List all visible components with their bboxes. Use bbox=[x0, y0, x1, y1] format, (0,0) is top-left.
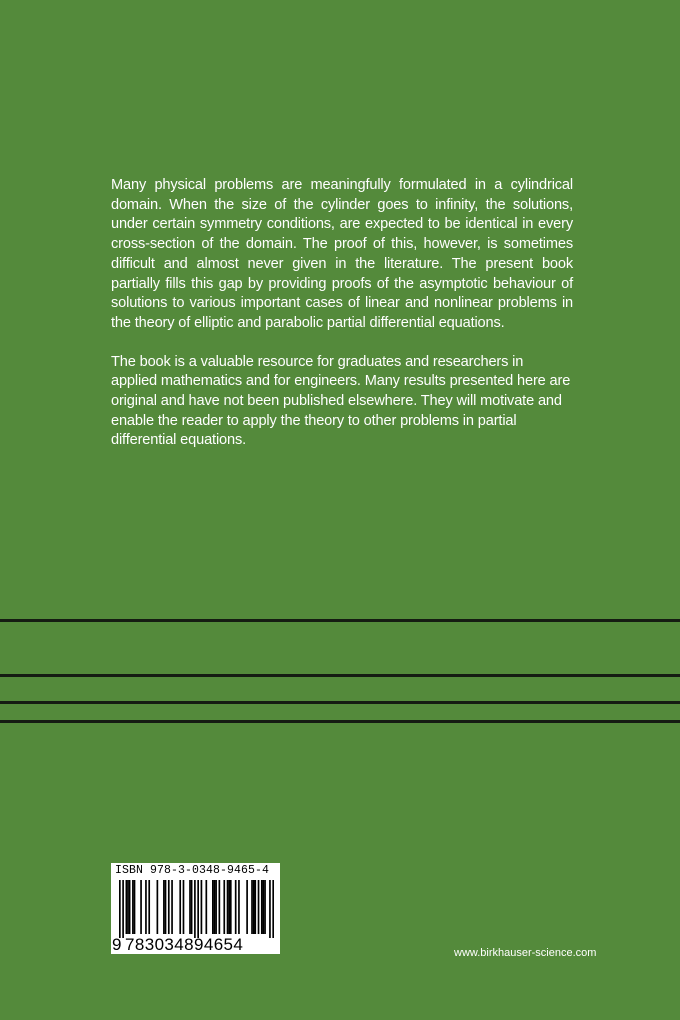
barcode-bar bbox=[189, 880, 191, 934]
barcode-bar bbox=[122, 880, 124, 938]
blurb-text bbox=[111, 176, 573, 470]
barcode-bar bbox=[191, 880, 193, 934]
barcode-bar bbox=[261, 880, 263, 934]
blurb-paragraph-1: Many physical problems are meaningfully formulated in a cylindrical domain. When the size of the cylinder goes to infinity, the solutions, under certain symmetry conditions, are expected to be identical in every cross-section of the domain. The proof of this, however, is sometimes difficult and almost never given in the literature. The present book partially fills this gap by providing proofs of the asymptotic behaviour of solutions to various important cases of linear and nonlinear problems in the theory of elliptic and parabolic partial differential equations. bbox=[111, 177, 573, 331]
barcode-bar bbox=[214, 880, 216, 934]
barcode-bar bbox=[254, 880, 256, 934]
barcode-bar bbox=[205, 880, 207, 934]
barcode-bar bbox=[264, 880, 266, 934]
barcode-bar bbox=[148, 880, 150, 934]
barcode-bar bbox=[134, 880, 136, 934]
decorative-rule-1 bbox=[0, 619, 680, 622]
blurb-paragraph-2: The book is a valuable resource for graduates and researchers in applied mathematics and for engineers. Many results presented here are original and have not been published elsewhere. They will motivate and enable the reader to apply the theory to other problems in partial differential equations. bbox=[111, 353, 571, 449]
barcode-bar bbox=[179, 880, 181, 934]
decorative-rule-4 bbox=[0, 720, 680, 723]
barcode-bar bbox=[194, 880, 196, 938]
barcode-bar bbox=[129, 880, 131, 934]
publisher-website[interactable]: www.birkhauser-science.com bbox=[454, 947, 597, 959]
ean-digits bbox=[111, 935, 280, 954]
barcode-bar bbox=[140, 880, 142, 934]
barcode-bar bbox=[227, 880, 229, 934]
barcode-bar bbox=[157, 880, 159, 934]
barcode-bar bbox=[219, 880, 221, 934]
decorative-rule-2 bbox=[0, 674, 680, 677]
isbn-barcode bbox=[111, 863, 280, 954]
barcode-bar bbox=[258, 880, 260, 934]
barcode-bar bbox=[230, 880, 232, 934]
barcode-bar bbox=[269, 880, 271, 938]
barcode-bar bbox=[246, 880, 248, 934]
ean-digit-groups: 783034894654 bbox=[125, 935, 244, 954]
barcode-bar bbox=[165, 880, 167, 934]
barcode-bar bbox=[235, 880, 237, 934]
barcode-bar bbox=[119, 880, 121, 938]
barcode-bar bbox=[163, 880, 165, 934]
barcode-bar bbox=[168, 880, 170, 934]
barcode-bar bbox=[197, 880, 199, 938]
barcode-bar bbox=[228, 880, 230, 934]
barcode-bar bbox=[272, 880, 274, 938]
barcode-bar bbox=[253, 880, 255, 934]
barcode-bar bbox=[238, 880, 240, 934]
barcode-bar bbox=[171, 880, 173, 934]
barcode-bar bbox=[223, 880, 225, 934]
barcode-bars bbox=[119, 880, 274, 938]
barcode-bar bbox=[132, 880, 134, 934]
barcode-bar bbox=[251, 880, 253, 934]
decorative-rule-3 bbox=[0, 701, 680, 704]
barcode-bar bbox=[215, 880, 217, 934]
barcode-bar bbox=[201, 880, 203, 934]
barcode-bar bbox=[263, 880, 265, 934]
isbn-label: ISBN 978-3-0348-9465-4 bbox=[115, 864, 270, 877]
barcode-bar bbox=[145, 880, 147, 934]
ean-first-digit: 9 bbox=[112, 935, 122, 954]
barcode-bar bbox=[183, 880, 185, 934]
barcode-bar bbox=[126, 880, 128, 934]
barcode-bar bbox=[212, 880, 214, 934]
barcode-bar bbox=[127, 880, 129, 934]
